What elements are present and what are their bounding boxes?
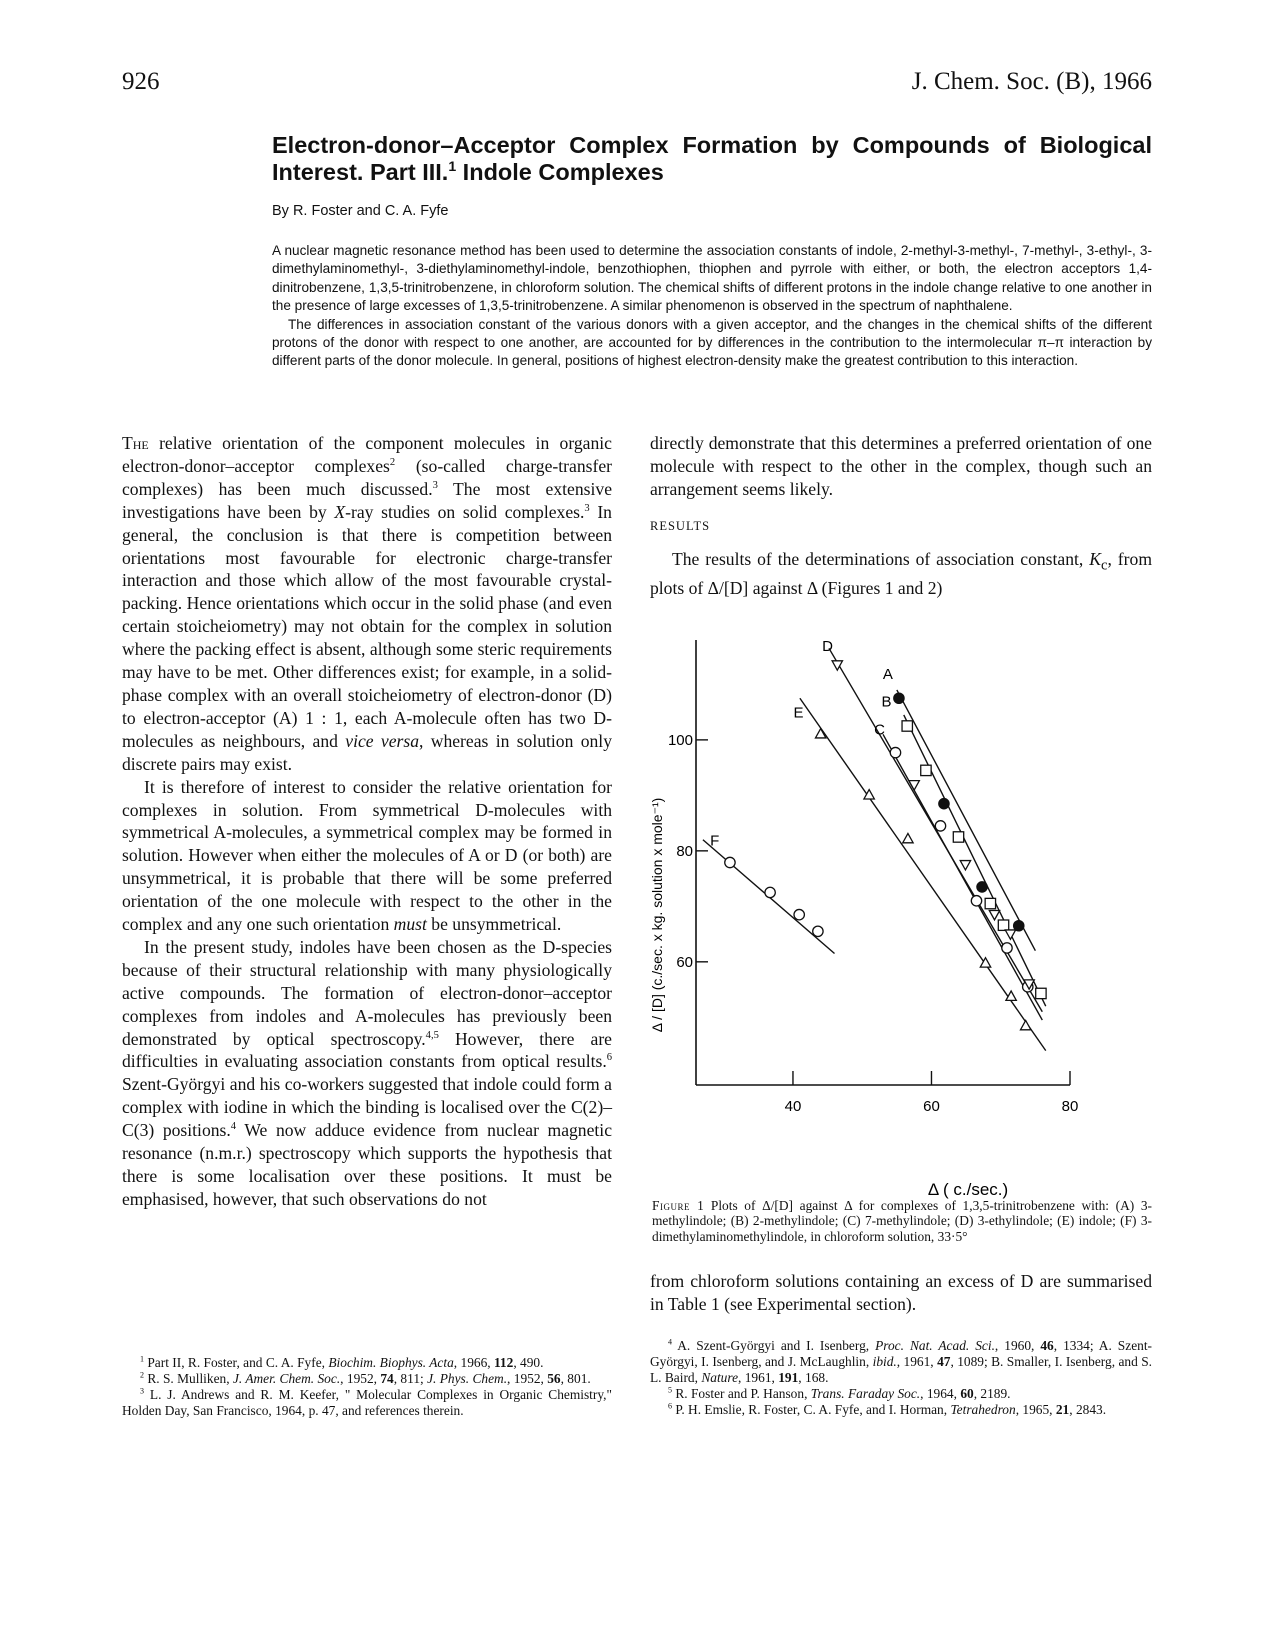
x-tick-label: 80 [1061,1098,1079,1115]
data-point-b [998,920,1008,930]
chart-y-axis-label: Δ / [D] (c./sec. x kg. solution x mole⁻¹) [649,797,665,1033]
data-point-f [794,909,804,919]
figure-1-caption [652,1198,1152,1244]
title-sub: Indole Complexes [456,159,664,185]
data-point-b [985,898,995,908]
chart-axes [668,640,1078,1115]
series-label-d: D [822,638,834,656]
body-column-right [650,432,1152,600]
data-point-b [902,721,912,731]
data-point-d [960,861,970,870]
footnote: $^6$ P. H. Emslie, R. Foster, C. A. Fyfe, and I. Horman, Tetrahedron, 1965, 21, 2843. [668,1401,1107,1417]
data-point-e [1020,1020,1030,1029]
x-tick-label: 60 [923,1098,940,1115]
data-point-a [977,882,987,892]
chart-series-labels [710,638,893,849]
body-column-left [122,432,612,1211]
fit-line-a [897,690,1036,951]
footnote: $^5$ R. Foster and P. Hanson, Trans. Faraday Soc., 1964, 60, 2189. [668,1385,1011,1401]
footnote: $^3$ L. J. Andrews and R. M. Keefer, " Molecular Complexes in Organic Chemistry," Holden Day, San Francisco, 1964, p. 47, and references therein. [122,1386,612,1418]
body-paragraph: The results of the determinations of association constant, $K_c$, from plots of Δ/[D] against Δ (Figures 1 and 2) [650,548,1153,599]
figure-1 [649,630,1152,1200]
x-tick-label: 40 [784,1098,802,1115]
footnote-ref[interactable]: 3 [432,479,438,491]
body-paragraph: It is therefore of interest to consider the relative orientation for complexes in solution. From symmetrical D-molecules with symmetrical A-molecules, a symmetrical complex may be formed in solution. However when either the molecules of A or D (or both) are unsymmetrical, it is probable that there will be some preferred orientation of the one molecule with respect to the other in the complex and any one such orientation must be unsymmetrical. [122,776,612,935]
series-label-e: E [793,704,804,722]
abstract-paragraph: A nuclear magnetic resonance method has been used to determine the association constants of indole, 2-methyl-3-methyl-, 7-methyl-, 3-ethyl-, 3-dimethylaminomethyl-, 3-diethylaminomethyl-indole, benzothiophen, thiophen and pyrrole with either, or both, the electron acceptors 1,4-dinitrobenzene, 1,3,5-trinitrobenzene, in chloroform solution. The chemical shifts of different protons in the indole change relative to one another in the presence of large excesses of 1,3,5-trinitrobenzene. A similar phenomenon is observed in the spectrum of naphthalene. [272,243,1152,314]
data-point-b [1036,988,1046,998]
journal-citation: J. Chem. Soc. (B), 1966 [911,68,1152,95]
footnote: $^4$ A. Szent-Györgyi and I. Isenberg, Proc. Nat. Acad. Sci., 1960, 46, 1334; A. Szent-Györgyi, I. Isenberg, and J. McLaughlin, ibid., 1961, 47, 1089; B. Smaller, I. Isenberg, and S. L. Baird, Nature, 1961, 191, 168. [650,1337,1153,1385]
series-label-b: B [881,693,892,711]
data-point-c [1002,943,1012,953]
body-paragraph: In the present study, indoles have been chosen as the D-species because of their structural relationship with many physiologically active compounds. The formation of electron-donor–acceptor complexes from indoles and A-molecules has previously been demonstrated by optical spectroscopy.$^{4,5}$ However, there are difficulties in evaluating association constants from optical results.$^6$ Szent-Györgyi and his co-workers suggested that indole could form a complex with iodine in which the binding is localised over the C(2)–C(3) positions.$^4$ We now adduce evidence from nuclear magnetic resonance (n.m.r.) spectroscopy which supports the hypothesis that there is some localisation over these positions. It must be emphasised, however, that such observations do not [122,936,613,1209]
footnote-ref[interactable]: 6 [606,1052,612,1064]
footnotes-left [122,1355,612,1419]
data-point-c [971,896,981,906]
section-heading: RESULTS [650,518,711,533]
title-footnote-ref[interactable]: 1 [448,158,457,175]
y-tick-label: 100 [667,731,693,749]
data-point-d [989,910,999,919]
data-point-b [953,832,963,842]
abstract-paragraph: The differences in association constant of the various donors with a given acceptor, and the changes in the chemical shifts of the different protons of the donor with respect to one another, are accounted for by differences in the contribution to the intermolecular π–π interaction by different parts of the donor molecule. In general, positions of highest electron-density make the greatest contribution to this interaction. [272,316,1152,369]
chart-points [725,661,1046,1030]
data-point-f [725,857,735,867]
data-point-c [890,747,900,757]
caption-label: Figure 1 [652,1198,705,1213]
data-point-e [864,790,874,799]
body-paragraph: The relative orientation of the component molecules in organic electron-donor–acceptor complexes$^2$ (so-called charge-transfer complexes) has been much discussed.$^3$ The most extensive investigations have been by X-ray studies on solid complexes.$^3$ In general, the conclusion is that there is competition between orientations most favourable for electronic charge-transfer interaction and those which allow of the most favourable crystal-packing. Hence orientations which occur in the solid phase (and even certain stoicheiometry) may not obtain for the complex in solution where the packing effect is absent, although some steric requirements may have to be met. Other differences exist; for example, in a solid-phase complex with an overall stoicheiometry of electron-donor (D) to electron-acceptor (A) 1 : 1, each A-molecule often has two D-molecules as neighbours, and vice versa, whereas in solution only discrete pairs may exist. [122,433,612,774]
series-label-f: F [710,832,720,850]
body-paragraph-continued: from chloroform solutions containing an excess of D are summarised in Table 1 (see Experimental section). [650,1271,1152,1314]
page-number: 926 [122,68,160,95]
chart-x-axis-label: Δ ( c./sec.) [927,1180,1009,1199]
chart-fit-lines [703,648,1046,1050]
y-tick-label: 80 [676,842,693,860]
data-point-d [1005,930,1015,939]
footnote-ref[interactable]: 2 [389,457,396,469]
article-title [272,132,1152,186]
footnote-ref[interactable]: 3 [584,502,590,514]
data-point-e [903,833,913,842]
footnote: $^2$ R. S. Mulliken, J. Amer. Chem. Soc., 1952, 74, 811; J. Phys. Chem., 1952, 56, 801. [140,1370,591,1386]
fit-line-b [904,715,1046,1006]
data-point-a [939,798,949,808]
data-point-c [935,821,945,831]
figure-1-chart [649,630,1152,1200]
title-main: Electron-donor–Acceptor Complex Formation by Compounds of Biological Interest. Part III. [272,132,1152,185]
data-point-f [765,887,775,897]
series-label-a: A [882,665,893,683]
footnote: $^1$ Part II, R. Foster, and C. A. Fyfe, Biochim. Biophys. Acta, 1966, 112, 490. [140,1354,544,1370]
running-head [122,68,1152,100]
body-paragraph: directly demonstrate that this determines a preferred orientation of one molecule with respect to the other in the complex, though such an arrangement seems likely. [650,433,1152,499]
lead-word: The [122,433,149,453]
footnotes-right [650,1338,1152,1418]
data-point-b [921,765,931,775]
author-line: By R. Foster and C. A. Fyfe [272,203,449,219]
fit-line-d [829,648,1042,1011]
data-point-a [894,693,904,703]
data-point-f [813,926,823,936]
footnote-ref[interactable]: 4 [230,1121,237,1133]
series-label-c: C [874,721,885,739]
y-tick-label: 60 [676,953,693,971]
abstract [272,242,1152,371]
footnote-ref[interactable]: 4,5 [425,1029,439,1041]
caption-text: Plots of Δ/[D] against Δ for complexes of 1,3,5-trinitrobenzene with: (A) 3-methylindole; (B) 2-methylindole; (C) 7-methylindole; (D) 3-ethylindole; (E) indole; (F) 3-dimethylaminomethylindole, in chloroform solution, 33·5° [652,1198,1152,1244]
